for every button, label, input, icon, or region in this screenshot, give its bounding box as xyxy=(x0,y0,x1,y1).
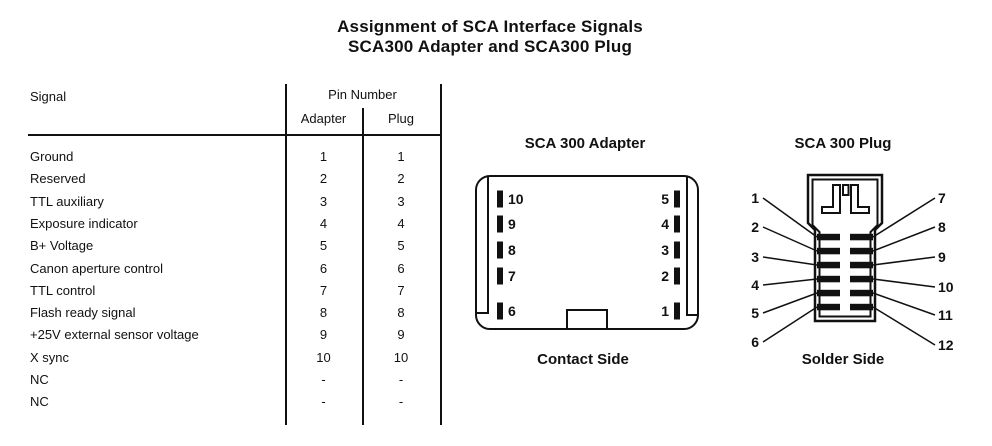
adapter-pin-bar xyxy=(674,268,680,285)
adapter-pin-label: 3 xyxy=(661,242,669,258)
page-title-line1: Assignment of SCA Interface Signals xyxy=(337,17,643,36)
plug-leader-line xyxy=(763,257,817,265)
plug-pin-label: 1 xyxy=(751,190,759,206)
adapter-pin-value: 2 xyxy=(319,171,328,187)
plug-contact-glyph-center xyxy=(843,185,849,195)
page-title xyxy=(190,17,790,57)
adapter-pin-value: 10 xyxy=(316,349,331,365)
adapter-notch xyxy=(567,310,607,329)
signal-name: Flash ready signal xyxy=(30,305,136,321)
adapter-pin-bar xyxy=(674,242,680,259)
plug-pin-bar xyxy=(850,234,873,241)
plug-pin-value: 3 xyxy=(397,193,405,209)
adapter-pin-label: 2 xyxy=(661,268,669,284)
table-row xyxy=(0,369,445,391)
signal-name: X sync xyxy=(30,349,70,365)
adapter-pin-label: 9 xyxy=(508,216,516,232)
signal-name: Canon aperture control xyxy=(30,260,163,276)
adapter-pins xyxy=(497,191,680,320)
adapter-right-rail xyxy=(687,177,697,315)
plug-pin-value: 1 xyxy=(397,149,405,164)
column-header-adapter: Adapter xyxy=(300,111,347,126)
plug-pin-label: 3 xyxy=(751,249,759,265)
adapter-pin-value: 4 xyxy=(319,215,328,231)
adapter-pin-bar xyxy=(497,191,503,208)
adapter-pin-value: 8 xyxy=(319,305,328,321)
signal-name: Exposure indicator xyxy=(30,215,138,231)
plug-pin-label: 6 xyxy=(751,334,759,350)
table-row xyxy=(0,258,445,280)
adapter-pin-value: 9 xyxy=(319,327,328,343)
adapter-pin-label: 8 xyxy=(508,242,516,258)
plug-pin-bar xyxy=(817,262,840,269)
plug-leader-line xyxy=(763,279,817,285)
page-title-line2: SCA300 Adapter and SCA300 Plug xyxy=(347,37,633,56)
signal-name: TTL control xyxy=(30,282,96,298)
adapter-pin-label: 6 xyxy=(508,303,516,319)
plug-pin-label: 4 xyxy=(751,277,759,293)
plug-leader-line xyxy=(763,307,817,342)
plug-leader-line xyxy=(873,293,935,315)
plug-pin-value: 7 xyxy=(397,282,405,298)
plug-leader-line xyxy=(763,293,817,313)
table-row xyxy=(0,347,445,369)
plug-side-caption: Solder Side xyxy=(801,351,885,368)
adapter-pin-bar xyxy=(497,216,503,233)
plug-pin-bar xyxy=(817,304,840,311)
signal-name: B+ Voltage xyxy=(30,238,94,254)
plug-pin-value: - xyxy=(398,372,404,387)
adapter-pin-label: 1 xyxy=(661,303,669,319)
adapter-pin-label: 4 xyxy=(661,216,669,232)
adapter-side-caption: Contact Side xyxy=(537,351,629,368)
plug-pin-bar xyxy=(850,262,873,269)
plug-pin-value: 8 xyxy=(397,305,405,321)
adapter-pin-bar xyxy=(497,303,503,320)
plug-pin-label: 7 xyxy=(938,190,946,206)
plug-pin-label: 12 xyxy=(938,337,954,353)
signal-name: +25V external sensor voltage xyxy=(30,327,199,343)
plug-pin-bar xyxy=(817,248,840,255)
table-row xyxy=(0,235,445,257)
adapter-pin-label: 7 xyxy=(508,268,516,284)
adapter-pin-value: 1 xyxy=(319,149,328,164)
signal-name: Ground xyxy=(30,149,74,164)
adapter-pin-value: 7 xyxy=(319,282,328,298)
plug-pin-bar xyxy=(850,276,873,283)
table-row xyxy=(0,213,445,235)
column-header-signal: Signal xyxy=(30,89,67,104)
plug-diagram-title: SCA 300 Plug xyxy=(794,135,892,152)
plug-pin-value: 10 xyxy=(393,349,409,365)
plug-leader-line xyxy=(873,279,935,287)
plug-pin-value: 6 xyxy=(397,260,405,276)
table-row xyxy=(0,324,445,346)
adapter-pin-value: 5 xyxy=(319,238,328,254)
plug-pin-value: - xyxy=(398,394,404,410)
plug-connector-drawing xyxy=(735,165,965,355)
plug-pin-bar xyxy=(817,234,840,241)
plug-leader-line xyxy=(873,257,935,265)
plug-pin-bar xyxy=(850,290,873,297)
table-row xyxy=(0,280,445,302)
adapter-pin-value: - xyxy=(321,394,326,410)
signal-name: NC xyxy=(30,372,49,387)
plug-pin-value: 5 xyxy=(397,238,405,254)
signal-name: NC xyxy=(30,394,49,410)
adapter-pin-bar xyxy=(674,191,680,208)
adapter-pin-bar xyxy=(497,268,503,285)
plug-leader-line xyxy=(873,307,935,345)
plug-pin-label: 5 xyxy=(751,305,759,321)
adapter-pin-label: 5 xyxy=(661,191,669,207)
plug-pin-bar xyxy=(817,290,840,297)
signal-name: TTL auxiliary xyxy=(30,193,104,209)
plug-pin-bar xyxy=(850,248,873,255)
plug-pin-bar xyxy=(817,276,840,283)
table-row xyxy=(0,391,445,413)
column-header-plug: Plug xyxy=(387,111,415,126)
table-row xyxy=(0,302,445,324)
table-header-rule xyxy=(28,134,442,136)
plug-pin-value: 4 xyxy=(397,215,405,231)
plug-pin-value: 9 xyxy=(397,327,405,343)
adapter-pin-value: 3 xyxy=(319,193,328,209)
adapter-pin-bar xyxy=(497,242,503,259)
plug-pin-bar xyxy=(850,304,873,311)
plug-pin-label: 10 xyxy=(938,279,954,295)
adapter-connector-drawing xyxy=(455,165,715,350)
adapter-pin-value: - xyxy=(321,372,326,387)
plug-pin-label: 11 xyxy=(938,307,953,323)
plug-pin-label: 2 xyxy=(751,219,759,235)
signal-name: Reserved xyxy=(30,171,86,187)
column-header-pin-number: Pin Number xyxy=(328,87,397,102)
table-row xyxy=(0,168,445,190)
adapter-pin-label: 10 xyxy=(508,191,524,207)
adapter-pin-value: 6 xyxy=(319,260,328,276)
plug-pin-value: 2 xyxy=(397,171,405,187)
adapter-pin-bar xyxy=(674,303,680,320)
adapter-left-rail xyxy=(477,177,488,313)
adapter-diagram-title: SCA 300 Adapter xyxy=(524,135,646,152)
adapter-pin-bar xyxy=(674,216,680,233)
table-row xyxy=(0,146,445,168)
table-row xyxy=(0,191,445,213)
plug-pin-label: 9 xyxy=(938,249,946,265)
plug-pin-label: 8 xyxy=(938,219,946,235)
